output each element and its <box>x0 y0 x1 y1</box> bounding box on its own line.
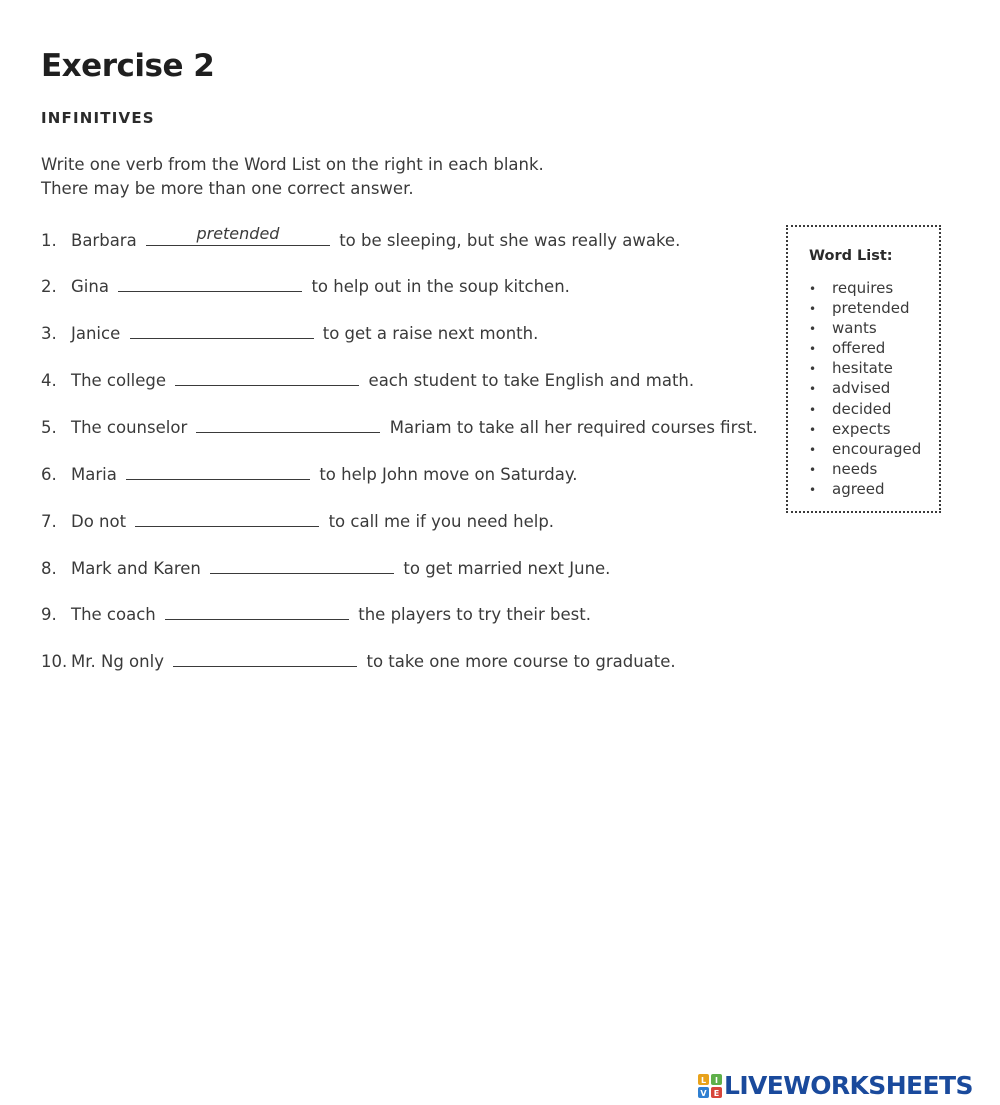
liveworksheets-logo-icon <box>698 1074 722 1098</box>
word-list-item: • advised <box>809 379 891 398</box>
svg-text:E: E <box>713 1089 720 1098</box>
word-list <box>809 278 921 499</box>
answer-blank-5[interactable] <box>196 414 380 433</box>
question-number: 5. <box>41 418 57 437</box>
section-subtitle: INFINITIVES <box>41 109 155 127</box>
bullet-icon: • <box>809 302 817 317</box>
question-number: 3. <box>41 324 57 343</box>
question-3 <box>41 320 538 346</box>
svg-text:I: I <box>715 1076 718 1085</box>
bullet-icon: • <box>809 402 817 417</box>
word-list-item: • expects <box>809 419 891 438</box>
answer-blank-2[interactable] <box>118 273 302 292</box>
question-text-before: The college <box>71 371 167 390</box>
answer-blank-8[interactable] <box>210 555 394 574</box>
answer-text: pretended <box>196 224 280 243</box>
word-list-item: • agreed <box>809 479 885 498</box>
question-text-before: The counselor <box>71 418 188 437</box>
instruction-line: There may be more than one correct answer. <box>41 179 414 198</box>
question-text-after: to get married next June. <box>403 559 611 578</box>
question-text-after: Mariam to take all her required courses first. <box>389 418 758 437</box>
question-number: 4. <box>41 371 57 390</box>
question-text-before: Mark and Karen <box>71 559 201 578</box>
question-number: 10. <box>41 652 68 671</box>
page-title: Exercise 2 <box>41 48 215 84</box>
question-10 <box>41 648 676 674</box>
question-1 <box>41 224 681 253</box>
question-text-after: to get a raise next month. <box>322 324 539 343</box>
question-text-after: each student to take English and math. <box>368 371 695 390</box>
bullet-icon: • <box>809 282 817 296</box>
question-text-before: The coach <box>71 605 156 624</box>
instruction-line: Write one verb from the Word List on the right in each blank. <box>41 155 544 174</box>
question-text-before: Gina <box>71 277 109 296</box>
word-list-item: • wants <box>809 319 877 338</box>
bullet-icon: • <box>809 462 817 477</box>
answer-blank-6[interactable] <box>126 461 310 480</box>
word-list-item: • pretended <box>809 299 910 318</box>
question-text-after: to take one more course to graduate. <box>366 652 676 671</box>
bullet-icon: • <box>809 442 817 457</box>
word-list-item: • offered <box>809 339 886 358</box>
answer-blank-10[interactable] <box>173 648 357 667</box>
question-8 <box>41 555 610 581</box>
question-text-before: Janice <box>71 324 121 343</box>
question-text-after: to help John move on Saturday. <box>319 465 578 484</box>
question-5 <box>41 414 758 440</box>
question-number: 7. <box>41 512 57 531</box>
bullet-icon: • <box>809 362 817 377</box>
word-list-item: • hesitate <box>809 359 893 378</box>
question-number: 6. <box>41 465 57 484</box>
answer-blank-7[interactable] <box>135 508 319 527</box>
question-number: 1. <box>41 231 57 250</box>
bullet-icon: • <box>809 422 817 437</box>
question-9 <box>41 601 591 627</box>
instructions <box>41 153 544 201</box>
question-4 <box>41 367 694 393</box>
word-list-item: • decided <box>809 399 892 418</box>
question-text-before: Maria <box>71 465 117 484</box>
question-text-before: Do not <box>71 512 127 531</box>
question-2 <box>41 273 570 299</box>
answer-blank-3[interactable] <box>130 320 314 339</box>
bullet-icon: • <box>809 322 817 337</box>
svg-text:L: L <box>700 1076 707 1085</box>
word-list-title: Word List: <box>809 248 893 264</box>
question-text-after: the players to try their best. <box>358 605 591 624</box>
question-number: 8. <box>41 559 57 578</box>
answer-blank-9[interactable] <box>165 601 349 620</box>
bullet-icon: • <box>809 342 817 357</box>
bullet-icon: • <box>809 482 817 497</box>
logo-text: LIVEWORKSHEETS <box>724 1071 973 1100</box>
question-text-after: to call me if you need help. <box>328 512 555 531</box>
word-list-box <box>786 225 941 513</box>
question-text-after: to help out in the soup kitchen. <box>311 277 570 296</box>
bullet-icon: • <box>809 382 817 397</box>
question-6 <box>41 461 578 487</box>
question-text-after: to be sleeping, but she was really awake. <box>339 231 681 250</box>
question-number: 2. <box>41 277 57 296</box>
liveworksheets-logo[interactable] <box>698 1071 973 1101</box>
answer-blank-1[interactable] <box>146 224 330 246</box>
question-7 <box>41 508 554 534</box>
word-list-item: • encouraged <box>809 439 922 458</box>
svg-text:V: V <box>700 1089 707 1098</box>
question-text-before: Mr. Ng only <box>71 652 164 671</box>
question-number: 9. <box>41 605 57 624</box>
word-list-item: • requires <box>809 279 894 297</box>
answer-blank-4[interactable] <box>175 367 359 386</box>
question-text-before: Barbara <box>71 231 137 250</box>
word-list-item: • needs <box>809 459 878 478</box>
